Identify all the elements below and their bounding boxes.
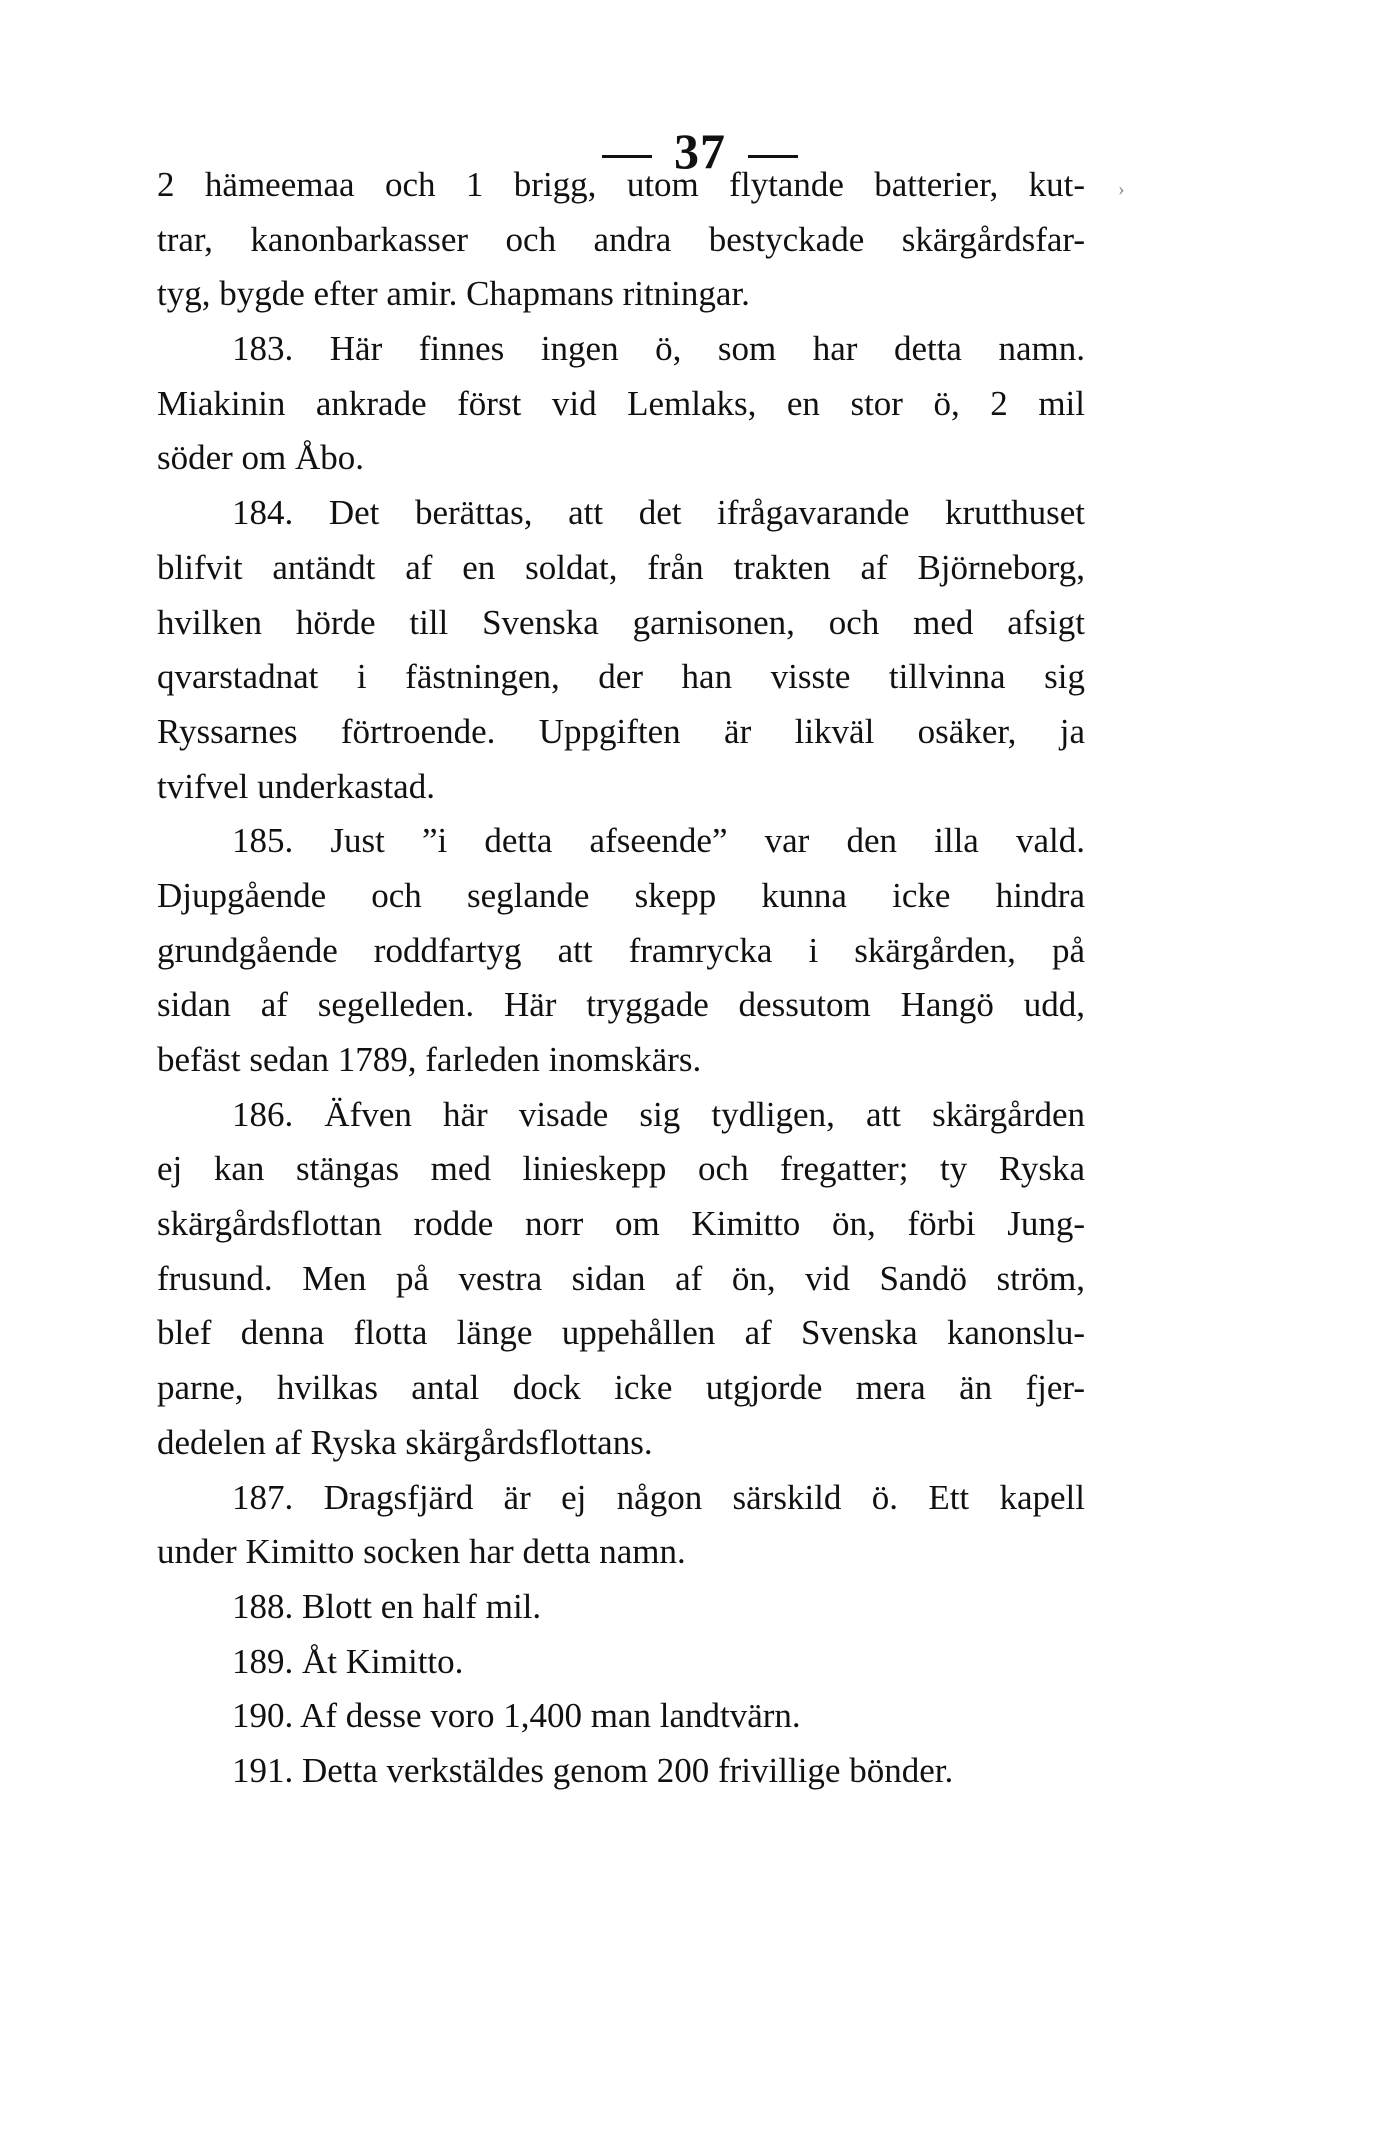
text-line: skärgårdsflottan rodde norr om Kimitto ön, förbi Jung- (157, 1204, 1085, 1244)
note-186-line: 186. Äfven här visade sig tydligen, att skärgården (232, 1094, 1085, 1134)
text-line: under Kimitto socken har detta namn. (157, 1532, 686, 1572)
text-line: sidan af segelleden. Här tryggade dessutom Hangö udd, (157, 985, 1085, 1025)
text-line: Miakinin ankrade först vid Lemlaks, en stor ö, 2 mil (157, 383, 1085, 423)
text-line: söder om Åbo. (157, 438, 365, 478)
note-191-line: 191. Detta verkstäldes genom 200 frivillige bönder. (232, 1750, 954, 1790)
text-line: trar, kanonbarkasser och andra bestyckade skärgårdsfar- (157, 219, 1085, 259)
text-line: befäst sedan 1789, farleden inomskärs. (157, 1040, 702, 1079)
note-184-line: 184. Det berättas, att det ifrågavarande krutthuset (232, 493, 1085, 533)
text-line: blifvit antändt af en soldat, från trakten af Björneborg, (157, 547, 1085, 587)
text-line: ej kan stängas med linieskepp och fregatter; ty Ryska (157, 1149, 1085, 1189)
text-line: dedelen af Ryska skärgårdsflottans. (157, 1422, 653, 1462)
note-189-line: 189. Åt Kimitto. (232, 1641, 464, 1681)
text-line: hvilken hörde till Svenska garnisonen, och med afsigt (157, 602, 1085, 642)
text-line: qvarstadnat i fästningen, der han visste tillvinna sig (157, 657, 1085, 697)
note-190-line: 190. Af desse voro 1,400 man landtvärn. (232, 1696, 801, 1736)
note-187-line: 187. Dragsfjärd är ej någon särskild ö. Ett kapell (232, 1477, 1085, 1517)
text-line: blef denna flotta länge uppehållen af Svenska kanonslu- (157, 1313, 1085, 1353)
text-line: tyg, bygde efter amir. Chapmans ritningar. (157, 274, 750, 314)
endnotes-body (157, 158, 1085, 1799)
note-188-line: 188. Blott en half mil. (232, 1586, 542, 1626)
note-183-line: 183. Här finnes ingen ö, som har detta namn. (232, 329, 1085, 369)
note-185-line: 185. Just ”i detta afseende” var den illa vald. (232, 821, 1085, 861)
text-line: grundgående roddfartyg att framrycka i skärgården, på (157, 930, 1085, 970)
text-line: Ryssarnes förtroende. Uppgiften är likväl osäker, ja (157, 711, 1085, 751)
text-line: frusund. Men på vestra sidan af ön, vid Sandö ström, (157, 1258, 1085, 1298)
text-line: Djupgående och seglande skepp kunna icke hindra (157, 875, 1085, 915)
text-line: tvifvel underkastad. (157, 766, 435, 806)
text-line: parne, hvilkas antal dock icke utgjorde mera än fjer- (157, 1368, 1085, 1408)
page-number: 37 (674, 123, 726, 179)
stray-mark: › (1118, 178, 1125, 200)
text-line: 2 hämeemaa och 1 brigg, utom flytande batterier, kut- (157, 165, 1085, 204)
